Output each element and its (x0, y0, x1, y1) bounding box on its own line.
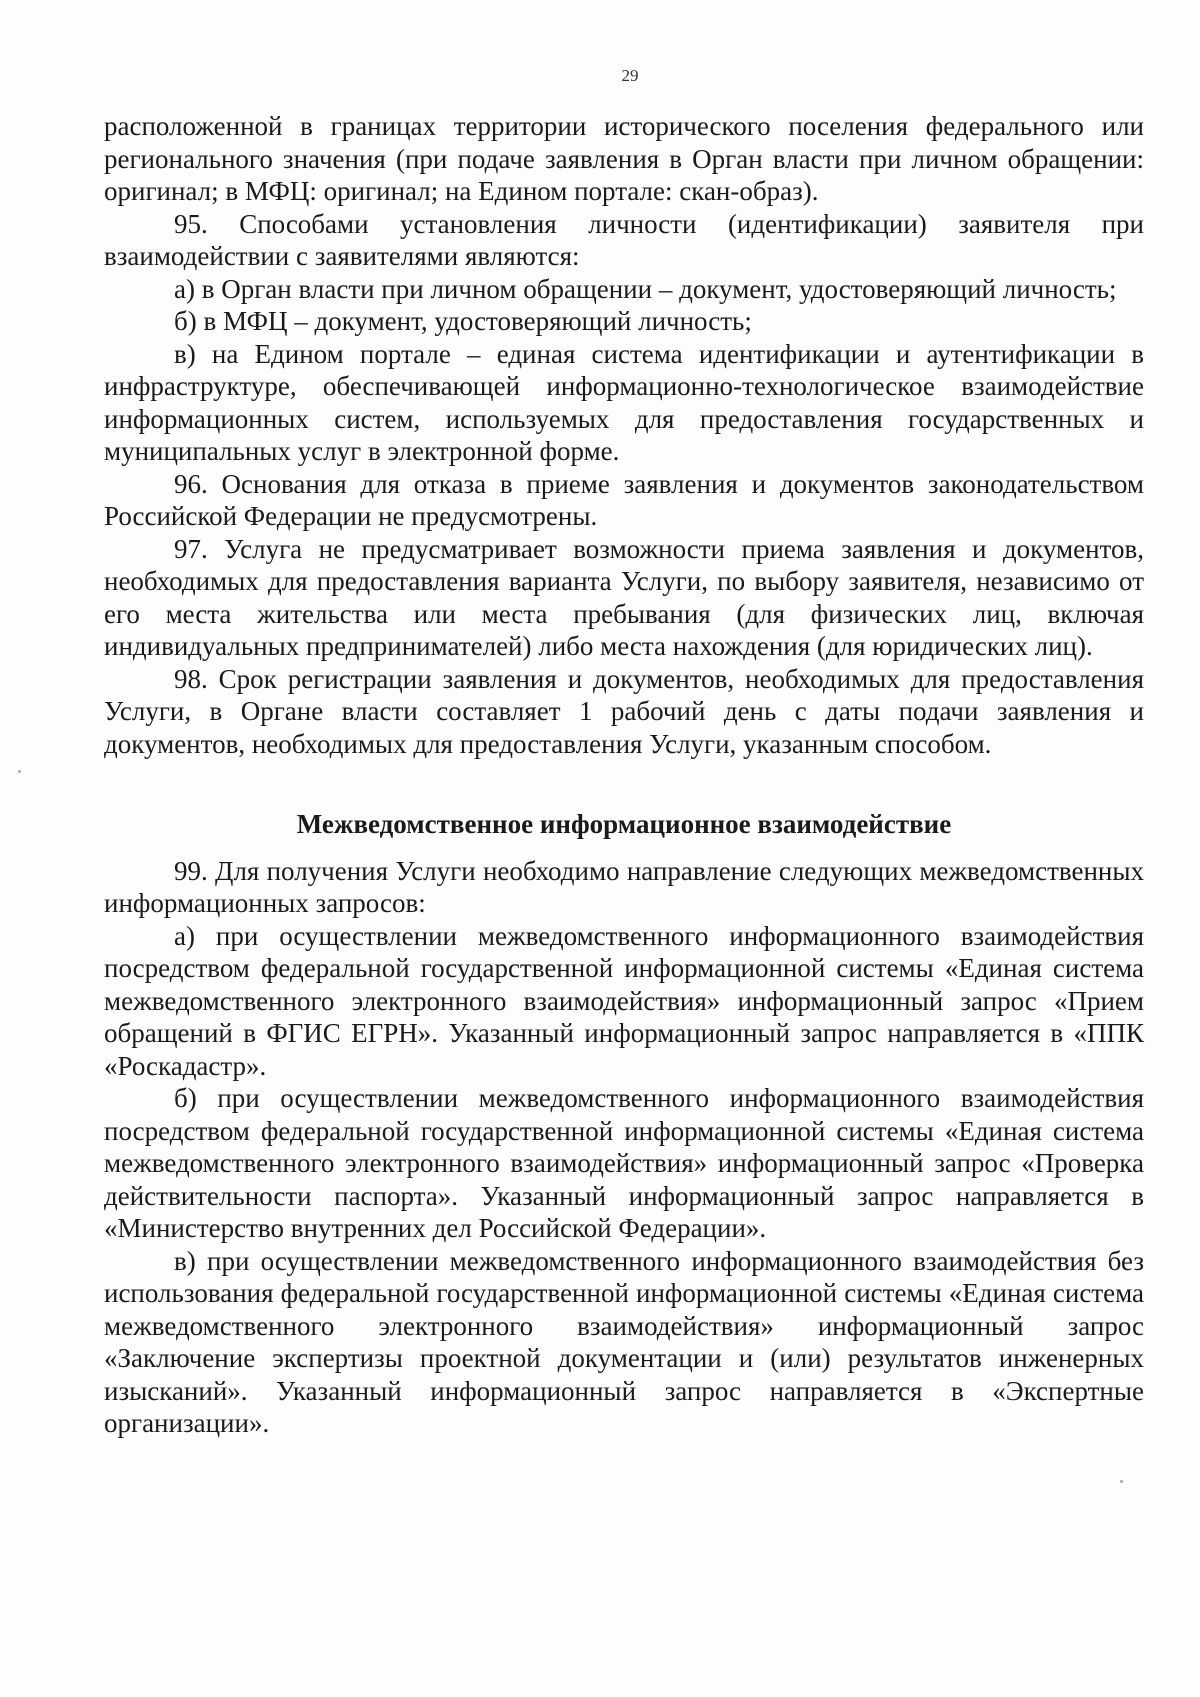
paragraph-p-cont: расположенной в границах территории исторического поселения федерального или регионального значения (при подаче заявления в Орган власти при личном обращении: оригинал; в МФЦ: оригинал; на Едином портале: скан-образ). (104, 111, 1144, 206)
paragraph-p98: 98. Срок регистрации заявления и документов, необходимых для предоставления Услуги, в Органе власти составляет 1 рабочий день с даты подачи заявления и документов, необходимых для предоставления Услуги, указанным способом. (104, 663, 1144, 759)
paragraph-p99: 99. Для получения Услуги необходимо направление следующих межведомственных информационных запросов: (104, 855, 1144, 918)
paragraph-p95b: б) в МФЦ – документ, удостоверяющий личность; (174, 306, 752, 336)
paragraph-p99b: б) при осуществлении межведомственного информационного взаимодействия посредством федеральной государственной информационной системы «Единая система межведомственного электронного взаимодействия» информационный запрос «Проверка действительности паспорта». Указанный информационный запрос направляется в «Министерство внутренних дел Российской Федерации». (104, 1083, 1144, 1243)
paragraph-p97: 97. Услуга не предусматривает возможности приема заявления и документов, необходимых для предоставления варианта Услуги, по выбору заявителя, независимо от его места жительства или места пребывания (для физических лиц, включая индивидуальных предпринимателей) либо места нахождения (для юридических лиц). (104, 533, 1144, 661)
document-body (104, 110, 1144, 1440)
page-number: 29 (621, 66, 639, 85)
paragraph-p95c: в) на Едином портале – единая система идентификации и аутентификации в инфраструктуре, обеспечивающей информационно-технологическое взаимодействие информационных систем, используемых для предоставления государственных и муниципальных услуг в электронной форме. (104, 338, 1144, 466)
top-paragraphs (104, 110, 1144, 760)
bottom-paragraphs (104, 855, 1144, 1440)
paragraph-p99c: в) при осуществлении межведомственного информационного взаимодействия без использования федеральной государственной информационной системы «Единая система межведомственного электронного взаимодействия» информационный запрос «Заключение экспертизы проектной документации и (или) результатов инженерных изысканий». Указанный информационный запрос направляется в «Экспертные организации». (104, 1245, 1144, 1438)
paragraph-p95a: а) в Орган власти при личном обращении – документ, удостоверяющий личность; (174, 273, 1117, 304)
section-heading: Межведомственное информационное взаимодействие (296, 809, 952, 839)
scan-speck (1120, 1480, 1123, 1483)
paragraph-p99a: а) при осуществлении межведомственного информационного взаимодействия посредством федеральной государственной информационной системы «Единая система межведомственного электронного взаимодействия» информационный запрос «Прием обращений в ФГИС ЕГРН». Указанный информационный запрос направляется в «ППК «Роскадастр». (104, 920, 1144, 1081)
paragraph-p96: 96. Основания для отказа в приеме заявления и документов законодательством Российской Федерации не предусмотрены. (104, 468, 1144, 531)
paragraph-p95: 95. Способами установления личности (идентификации) заявителя при взаимодействии с заявителями являются: (104, 208, 1144, 271)
scan-speck (18, 770, 21, 773)
